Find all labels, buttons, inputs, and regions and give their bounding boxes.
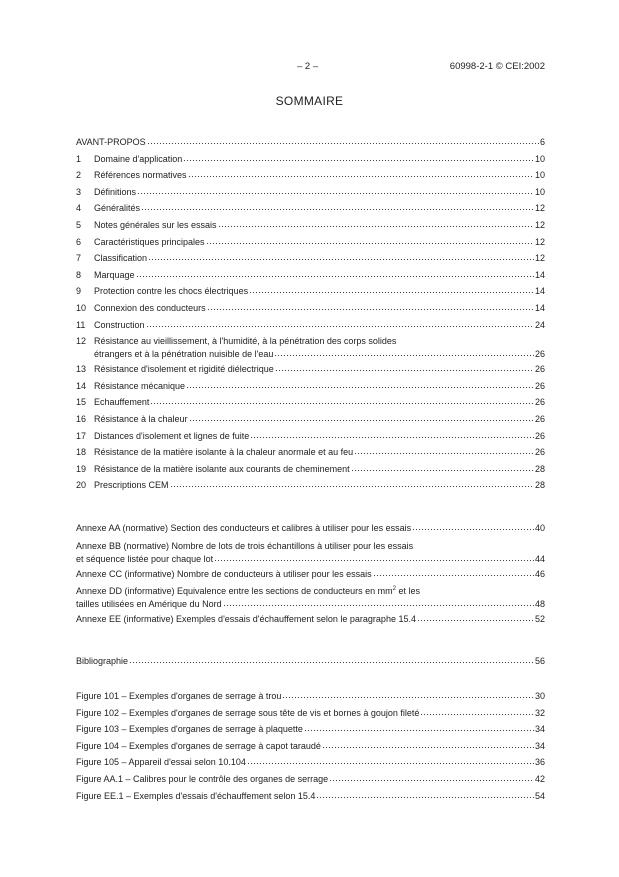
toc-page-number: 30 [534,691,545,701]
dot-leader [189,412,534,422]
toc-page-number: 12 [534,236,545,247]
toc-section-number: 19 [76,463,87,474]
toc-entry[interactable] [76,200,545,217]
toc-entry-title: Figure 105 – Appareil d'essai selon 10.104 [76,757,246,768]
toc-page-number: 12 [534,253,545,264]
toc-entry[interactable] [76,688,545,705]
toc-entry[interactable] [76,217,545,234]
toc-entry-title-line1 [76,336,545,347]
toc-entry[interactable] [76,788,545,805]
dot-leader [329,772,534,782]
toc-page-number: 42 [534,773,545,784]
toc-entry[interactable] [76,300,545,317]
dot-leader [129,654,534,664]
toc-page-number: 14 [534,269,545,280]
toc-page-number: 6 [539,137,545,147]
toc-entry[interactable] [76,184,545,201]
toc-entry-title: Connexion des conducteurs [94,302,206,313]
toc-entry[interactable] [76,444,545,461]
toc-entry-title-line1 [76,541,545,552]
toc-entry-title: Résistance au vieillissement, à l'humidité, à la pénétration des corps solides [94,336,397,347]
toc-entry-title: Echauffement [94,397,150,408]
dot-leader [186,379,534,389]
toc-entry[interactable] [76,538,545,566]
toc-entry-title: Caractéristiques principales [94,236,205,247]
toc-figures [76,688,545,804]
toc-entry-title: Distances d'isolement et lignes de fuite [94,430,250,441]
toc-page-number: 28 [534,463,545,474]
dot-leader [141,201,534,211]
toc-entry-title: Résistance à la chaleur [94,413,188,424]
toc-entry-title: Figure AA.1 – Calibres pour le contrôle des organes de serrage [76,773,329,784]
dot-leader [223,597,534,607]
toc-entry[interactable] [76,705,545,722]
toc-page-number: 28 [534,480,545,491]
toc-entry-title: Classification [94,253,148,264]
superscript: 2 [392,586,396,592]
dot-leader [247,755,534,765]
dot-leader [170,478,534,488]
toc-main-sections [76,134,545,494]
toc-entry-title: AVANT-PROPOS [76,137,146,147]
dot-leader [249,284,534,294]
toc-entry-title-line2 [76,552,545,566]
toc-entry[interactable] [76,738,545,755]
toc-entry-title-line1 [76,586,545,597]
toc-entry-title: Figure 102 – Exemples d'organes de serrage sous tête de vis et bornes à goujon fileté [76,707,420,718]
toc-page-number: 26 [534,447,545,458]
toc-entry[interactable] [76,134,545,151]
toc-page-number: 36 [534,757,545,768]
toc-entry-title: Notes générales sur les essais [94,219,217,230]
toc-entry-title: Généralités [94,203,141,214]
dot-leader [275,362,534,372]
toc-page-number: 10 [534,170,545,181]
toc-entry[interactable] [76,361,545,378]
toc-entry[interactable] [76,566,545,583]
toc-entry-title: Figure 101 – Exemples d'organes de serrage à trou [76,691,282,701]
toc-page-number: 26 [534,397,545,408]
toc-entry-title-continued: étrangers et à la pénétration nuisible de l'eau [94,349,274,360]
dot-leader [250,429,534,439]
toc-section-number: 3 [76,186,82,197]
toc-entry[interactable] [76,267,545,284]
toc-section-number: 18 [76,447,87,458]
toc-entry-title-tail: et les [396,586,421,596]
toc-entry[interactable] [76,283,545,300]
toc-section-number: 10 [76,302,87,313]
toc-entry-title: Annexe CC (informative) Nombre de conducteurs à utiliser pour les essais [76,568,372,579]
dot-leader [206,235,534,245]
dot-leader [351,462,534,472]
toc-entry-title: Références normatives [94,170,187,181]
toc-entry-title: Résistance mécanique [94,380,186,391]
toc-section-number: 7 [76,253,82,264]
toc-page-number: 40 [534,523,545,533]
dot-leader [417,612,534,622]
toc-entry[interactable] [76,771,545,788]
toc-entry-title: Protection contre les chocs électriques [94,286,249,297]
toc-page-number: 10 [534,153,545,164]
page-title: SOMMAIRE [275,94,344,108]
toc-entry-title-line2 [76,347,545,361]
toc-entry-title-continued: et séquence listée pour chaque lot [76,553,214,564]
toc-page-number: 48 [534,599,545,609]
toc-entry[interactable] [76,461,545,478]
toc-section-number: 13 [76,364,87,375]
dot-leader [146,318,534,328]
dot-leader [188,168,534,178]
toc-page-number: 12 [534,219,545,230]
toc-page-number: 12 [534,203,545,214]
toc-entry-title: Annexe BB (normative) Nombre de lots de trois échantillons à utiliser pour les essais [76,540,414,551]
toc-entry[interactable] [76,520,545,537]
toc-section-number: 14 [76,380,87,391]
toc-entry[interactable] [76,653,545,670]
toc-bibliography [76,653,545,670]
toc-entry[interactable] [76,394,545,411]
toc-entry[interactable] [76,378,545,395]
dot-leader [322,739,534,749]
dot-leader [183,152,534,162]
dot-leader [214,552,534,562]
toc-entry-title: Marquage [94,269,135,280]
toc-entry[interactable] [76,611,545,628]
toc-page-number: 46 [534,568,545,579]
toc-section-number: 16 [76,413,87,424]
dot-leader [218,218,534,228]
toc-section-number: 6 [76,236,82,247]
dot-leader [274,347,534,357]
toc-entry-title: Domaine d'application [94,153,183,164]
toc-section-number: 15 [76,397,87,408]
dot-leader [304,722,534,732]
toc-page-number: 26 [534,364,545,375]
toc-page-number: 56 [534,656,545,666]
dot-leader [420,706,534,716]
toc-section-number: 9 [76,286,82,297]
dot-leader [148,251,534,261]
dot-leader [316,789,534,799]
toc-entry-title: Définitions [94,186,137,197]
toc-section-number: 20 [76,480,87,491]
toc-entry-title: Prescriptions CEM [94,480,169,491]
toc-entry-title: Résistance de la matière isolante aux courants de cheminement [94,463,350,474]
toc-entry[interactable] [76,317,545,334]
dot-leader [354,445,534,455]
dot-leader [373,567,534,577]
toc-entry[interactable] [76,333,545,361]
toc-entry[interactable] [76,754,545,771]
toc-entry-title: Résistance d'isolement et rigidité diélectrique [94,364,274,375]
toc-entry-title: Annexe AA (normative) Section des conducteurs et calibres à utiliser pour les essais [76,523,412,533]
dot-leader [207,301,534,311]
toc-entry[interactable] [76,721,545,738]
toc-section-number: 1 [76,153,82,164]
dot-leader [137,185,534,195]
toc-entry[interactable] [76,167,545,184]
toc-page-number: 14 [534,286,545,297]
dot-leader [150,395,534,405]
toc-entry-title: Annexe DD (informative) Equivalence entre les sections de conducteurs en mm [76,586,393,596]
toc-section-number: 12 [76,336,87,347]
dot-leader [412,521,534,531]
toc-entry[interactable] [76,151,545,168]
toc-entry-title: Annexe EE (informative) Exemples d'essais d'échauffement selon le paragraphe 15.4 [76,614,416,624]
toc-page-number: 54 [534,790,545,801]
toc-section-number: 11 [76,319,86,330]
toc-page-number: 14 [534,302,545,313]
toc-entry-title: Bibliographie [76,656,129,666]
toc-section-number: 5 [76,219,82,230]
toc-entry[interactable] [76,583,545,611]
toc-entry[interactable] [76,250,545,267]
toc-entry-title: Figure EE.1 – Exemples d'essais d'échauffement selon 15.4 [76,790,316,801]
page-number: – 2 – [297,61,319,72]
toc-section-number: 4 [76,203,82,214]
dot-leader [147,135,539,145]
dot-leader [136,268,534,278]
toc-entry-title: Résistance de la matière isolante à la chaleur anormale et au feu [94,447,354,458]
toc-page-number: 34 [534,740,545,751]
toc-page-number: 10 [534,186,545,197]
toc-page-number: 26 [534,380,545,391]
toc-page-number: 26 [534,349,545,360]
toc-entry-title-continued: tailles utilisées en Amérique du Nord [76,599,222,609]
toc-page-number: 26 [534,413,545,424]
toc-page-number: 26 [534,430,545,441]
toc-section-number: 8 [76,269,82,280]
toc-entry-title-line2 [76,597,545,611]
toc-entry-title: Construction [94,319,145,330]
toc-entry[interactable] [76,411,545,428]
toc-section-number: 17 [76,430,87,441]
dot-leader [282,689,534,699]
toc-entry[interactable] [76,234,545,251]
toc-entry-title: Figure 103 – Exemples d'organes de serrage à plaquette [76,724,303,735]
toc-page-number: 52 [534,614,545,624]
toc-page-number: 24 [534,319,545,330]
toc-entry[interactable] [76,428,545,445]
toc-page-number: 44 [534,553,545,564]
toc-annexes [76,520,545,628]
toc-entry-title: Figure 104 – Exemples d'organes de serrage à capot taraudé [76,740,321,751]
toc-page-number: 32 [534,707,545,718]
document-reference: 60998-2-1 © CEI:2002 [449,61,545,72]
toc-page-number: 34 [534,724,545,735]
toc-entry[interactable] [76,477,545,494]
toc-section-number: 2 [76,170,82,181]
